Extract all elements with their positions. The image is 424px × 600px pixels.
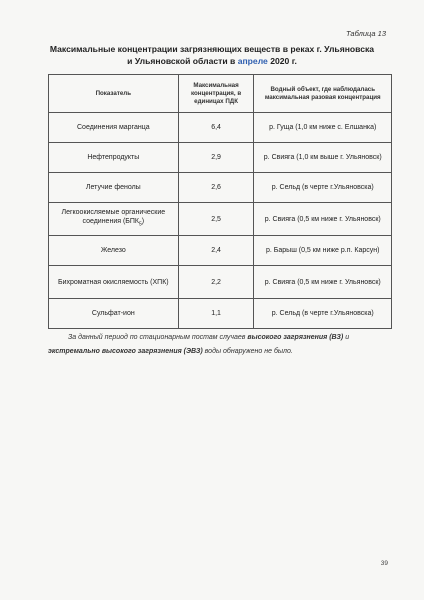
cell-indicator: Сульфат-ион: [49, 299, 179, 329]
table-label: Таблица 13: [345, 29, 386, 38]
page-number: 39: [380, 560, 388, 567]
table-row: [49, 266, 392, 299]
title-line2-start: и Ульяновской области в: [127, 56, 238, 66]
note-text-2: и: [343, 334, 350, 341]
concentration-table: [48, 74, 392, 329]
title-month: апреле: [237, 56, 268, 66]
table-row: [49, 203, 392, 236]
cell-location: р. Сельд (в черте г.Ульяновска): [254, 299, 392, 329]
header-water-body: Водный объект, где наблюдалась максимальная разовая концентрация: [254, 75, 392, 113]
note-extreme-pollution: экстремально высокого загрязнения (ЭВЗ): [48, 348, 203, 355]
cell-indicator: Летучие фенолы: [49, 173, 179, 203]
cell-indicator: Нефтепродукты: [49, 143, 179, 173]
title-line2-end: 2020 г.: [267, 56, 297, 66]
table-header-row: [49, 75, 392, 113]
cell-location: р. Сельд (в черте г.Ульяновска): [254, 173, 392, 203]
cell-value: 1,1: [178, 299, 254, 329]
table-row: [49, 113, 392, 143]
title-line1: Максимальные концентрации загрязняющих веществ в реках г. Ульяновска: [49, 44, 375, 54]
cell-indicator: Бихроматная окисляемость (ХПК): [49, 266, 179, 299]
table-row: [49, 299, 392, 329]
note-text-1: За данный период по стационарным постам случаев: [68, 334, 248, 341]
cell-value: 2,4: [178, 236, 254, 266]
cell-location: р. Свияга (0,5 км ниже г. Ульяновск): [254, 203, 392, 236]
cell-value: 6,4: [178, 113, 254, 143]
cell-value: 2,5: [178, 203, 254, 236]
header-concentration: Максимальная концентрация, в единицах ПДК: [178, 75, 254, 113]
cell-indicator: Железо: [49, 236, 179, 266]
cell-location: р. Гуща (1,0 км ниже с. Елшанка): [254, 113, 392, 143]
cell-indicator: Соединения марганца: [49, 113, 179, 143]
cell-indicator-subscript: 5: [139, 221, 142, 228]
cell-indicator: [49, 203, 179, 236]
cell-value: 2,9: [178, 143, 254, 173]
table-title: [40, 43, 384, 67]
table-row: [49, 236, 392, 266]
note-text-3: воды обнаружено не было.: [202, 348, 293, 355]
cell-indicator-end: ): [141, 218, 145, 226]
cell-indicator-text: Легкоокисляемые органические соединения (БПК: [61, 209, 166, 226]
cell-location: р. Свияга (0,5 км ниже г. Ульяновск): [254, 266, 392, 299]
header-indicator: Показатель: [49, 75, 179, 113]
note-high-pollution: высокого загрязнения (ВЗ): [247, 334, 344, 341]
note-paragraph: [48, 331, 394, 359]
cell-location: р. Свияга (1,0 км выше г. Ульяновск): [254, 143, 392, 173]
table-row: [49, 173, 392, 203]
cell-location: р. Барыш (0,5 км ниже р.п. Карсун): [254, 236, 392, 266]
table-row: [49, 143, 392, 173]
cell-value: 2,6: [178, 173, 254, 203]
cell-value: 2,2: [178, 266, 254, 299]
